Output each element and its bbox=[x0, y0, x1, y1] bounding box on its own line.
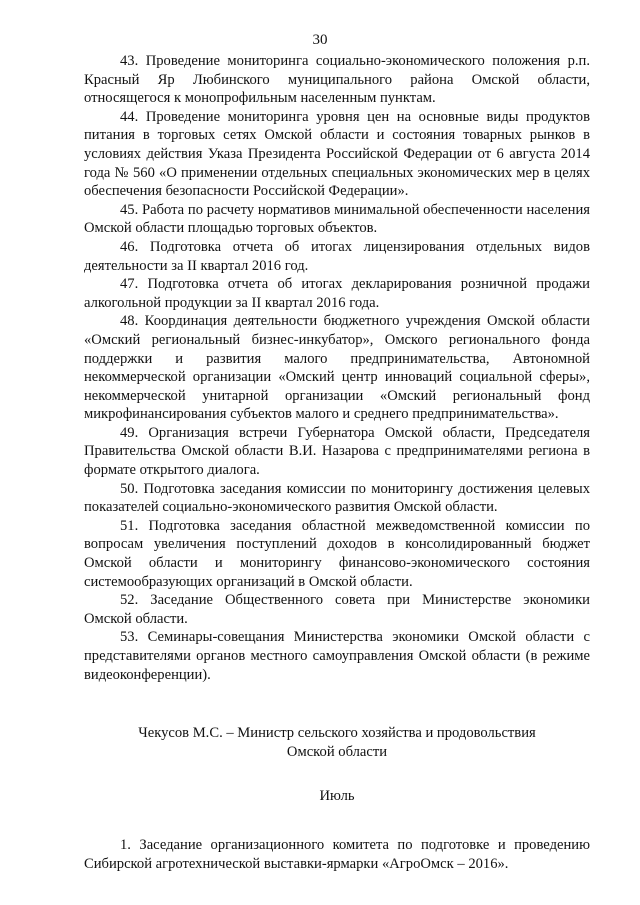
list-item-46: 46. Подготовка отчета об итогах лицензирования отдельных видов деятельности за II квартал 2016 год. bbox=[84, 238, 590, 274]
month-heading: Июль bbox=[319, 788, 355, 805]
list-item-45: 45. Работа по расчету нормативов минимальной обеспеченности населения Омской области площадью торговых объектов. bbox=[84, 201, 590, 237]
list-item-52: 52. Заседание Общественного совета при Министерстве экономики Омской области. bbox=[84, 592, 590, 627]
list-item-47: 47. Подготовка отчета об итогах декларирования розничной продажи алкогольной продукции за II квартал 2016 года. bbox=[84, 276, 590, 311]
minister-title-line-2: Омской области bbox=[286, 744, 388, 761]
list-item-51: 51. Подготовка заседания областной межведомственной комиссии по вопросам увеличения поступлений доходов в консолидированный бюджет Омской области и мониторингу финансово-экономического состояния системообразующих организаций в Омской области. bbox=[84, 517, 590, 590]
list-item-43: 43. Проведение мониторинга социально-экономического положения р.п. Красный Яр Любинского муниципального района Омской области, относящегося к монопрофильным населенным пунктам. bbox=[84, 53, 590, 107]
list-item-48: 48. Координация деятельности бюджетного учреждения Омской области «Омский региональный бизнес-инкубатор», Омского регионального фонда поддержки и развития малого предпринимательства, Автономной некоммерческой организации «Омский центр инноваций социальной сферы», некоммерческой унитарной организации «Омский региональный фонд микрофинансирования субъектов малого и среднего предпринимательства». bbox=[84, 313, 590, 423]
list-item-49: 49. Организация встречи Губернатора Омской области, Председателя Правительства Омской области В.И. Назарова с предпринимателями региона в формате открытого диалога. bbox=[84, 424, 590, 479]
list-item-1: 1. Заседание организационного комитета по подготовке и проведению Сибирской агротехнической выставки-ярмарки «АгроОмск – 2016». bbox=[84, 837, 590, 872]
list-item-44: 44. Проведение мониторинга уровня цен на основные виды продуктов питания в торговых сетях Омской области и состояния товарных рынков в условиях действия Указа Президента Российской Федерации от 6 августа 2014 года № 560 «О применении отдельных специальных экономических мер в целях обеспечения безопасности Российской Федерации». bbox=[84, 108, 590, 200]
list-item-53: 53. Семинары-совещания Министерства экономики Омской области с представителями органов местного самоуправления Омской области (в режиме видеоконференции). bbox=[84, 629, 590, 683]
minister-heading bbox=[84, 724, 590, 762]
document-body bbox=[84, 52, 590, 873]
minister-title-line-1: Чекусов М.С. – Министр сельского хозяйства и продовольствия bbox=[138, 725, 536, 742]
list-item-50: 50. Подготовка заседания комиссии по мониторингу достижения целевых показателей социально-экономического развития Омской области. bbox=[84, 480, 590, 516]
page-number: 30 bbox=[312, 32, 328, 48]
